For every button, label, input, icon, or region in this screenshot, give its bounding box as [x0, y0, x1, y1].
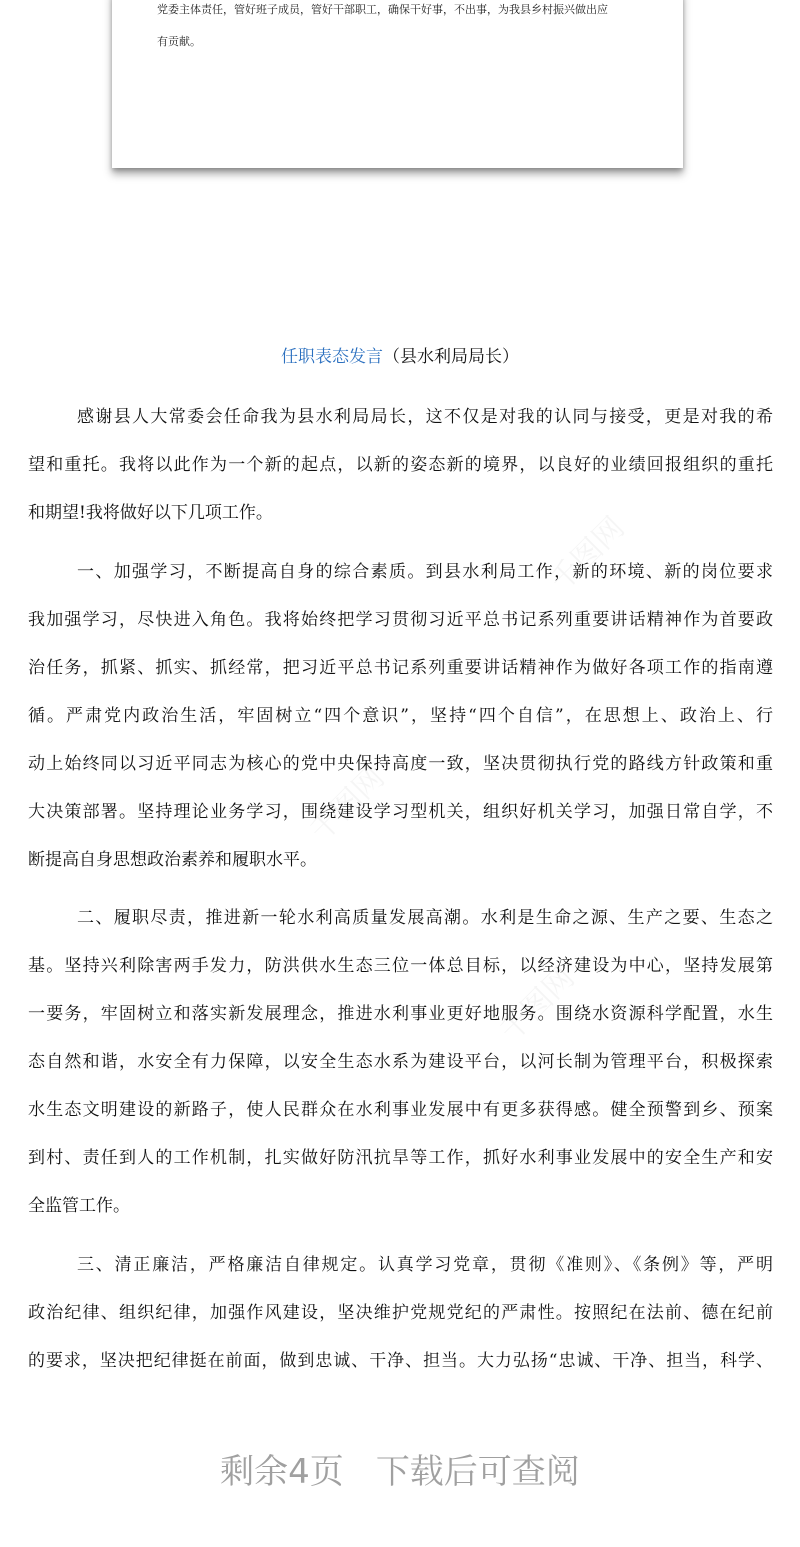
paragraph-line: 望和重托。我将以此作为一个新的起点，以新的姿态新的境界，以良好的业绩回报组织的重托	[28, 455, 773, 475]
document-title	[0, 344, 800, 370]
previous-page-line: 有贡献。	[157, 35, 201, 48]
paragraph-line: 态自然和谐，水安全有力保障，以安全生态水系为建设平台，以河长制为管理平台，积极探索	[28, 1052, 773, 1072]
paragraph-line: 治任务，抓紧、抓实、抓经常，把习近平总书记系列重要讲话精神作为做好各项工作的指南遵	[28, 658, 773, 678]
paragraph-line: 二、履职尽责，推进新一轮水利高质量发展高潮。水利是生命之源、生产之要、生态之	[77, 908, 773, 928]
paragraph-line: 全监管工作。	[28, 1196, 130, 1216]
title-rest: （县水利局局长）	[383, 347, 519, 367]
paragraph-line: 一要务，牢固树立和落实新发展理念，推进水利事业更好地服务。围绕水资源科学配置，水生	[28, 1004, 773, 1024]
paragraph-line: 我加强学习，尽快进入角色。我将始终把学习贯彻习近平总书记系列重要讲话精神作为首要政	[28, 610, 773, 630]
paragraph	[28, 1241, 773, 1385]
remaining-pages: 剩余4页	[220, 1452, 344, 1492]
paragraph-line: 断提高自身思想政治素养和履职水平。	[28, 850, 317, 870]
paragraph-line: 水生态文明建设的新路子，使人民群众在水利事业发展中有更多获得感。健全预警到乡、预案	[28, 1100, 773, 1120]
paragraph	[28, 393, 773, 537]
paragraph-line: 的要求，坚决把纪律挺在前面，做到忠诚、干净、担当。大力弘扬“忠诚、干净、担当，科学、	[28, 1351, 773, 1371]
paragraph-line: 基。坚持兴利除害两手发力，防洪供水生态三位一体总目标，以经济建设为中心，坚持发展第	[28, 956, 773, 976]
download-to-view: 下载后可查阅	[375, 1452, 580, 1492]
paragraph-line: 动上始终同以习近平同志为核心的党中央保持高度一致，坚决贯彻执行党的路线方针政策和重	[28, 754, 773, 774]
paragraph-line: 政治纪律、组织纪律，加强作风建设，坚决维护党规党纪的严肃性。按照纪在法前、德在纪前	[28, 1303, 773, 1323]
title-highlight: 任职表态发言	[281, 347, 383, 367]
previous-page-line: 党委主体责任，管好班子成员，管好干部职工，确保干好事，不出事，为我县乡村振兴做出应	[157, 3, 608, 16]
paragraph-line: 三、清正廉洁，严格廉洁自律规定。认真学习党章，贯彻《准则》、《条例》等，严明	[77, 1255, 773, 1275]
paragraph-line: 到村、责任到人的工作机制，扎实做好防汛抗旱等工作，抓好水利事业发展中的安全生产和安	[28, 1148, 773, 1168]
download-prompt[interactable]	[0, 1444, 800, 1493]
paragraph	[28, 548, 773, 884]
previous-page-card	[112, 0, 683, 168]
paragraph-line: 和期望!我将做好以下几项工作。	[28, 503, 273, 523]
paragraph-line: 大决策部署。坚持理论业务学习，围绕建设学习型机关，组织好机关学习，加强日常自学，不	[28, 802, 773, 822]
paragraph-line: 感谢县人大常委会任命我为县水利局局长，这不仅是对我的认同与接受，更是对我的希	[77, 407, 773, 427]
paragraph-line: 一、加强学习，不断提高自身的综合素质。到县水利局工作，新的环境、新的岗位要求	[77, 562, 773, 582]
paragraph-line: 循。严肃党内政治生活，牢固树立“四个意识”，坚持“四个自信”，在思想上、政治上、行	[28, 706, 773, 726]
paragraph	[28, 894, 773, 1230]
